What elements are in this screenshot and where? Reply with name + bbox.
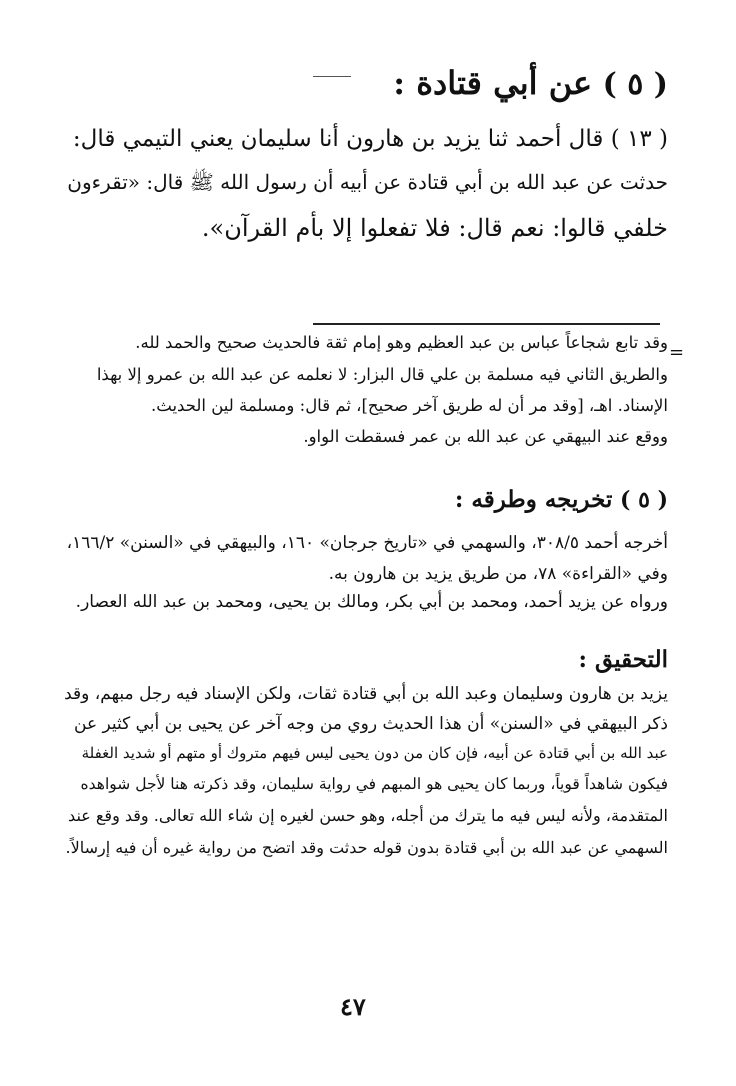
hadith-line: خلفي قالوا: نعم قال: فلا تفعلوا إلا بأم القرآن». — [201, 214, 668, 242]
hadith-line: حدثت عن عبد الله بن أبي قتادة عن أبيه أن رسول الله ﷺ قال: «تقرءون — [67, 170, 668, 194]
takhrij-heading — [455, 486, 668, 513]
page-number: ٤٧ — [340, 992, 366, 1021]
tahqiq-line: فيكون شاهداً قوياً، وربما كان يحيى هو المبهم في رواية سليمان، وقد ذكرته هنا لأجل شواهده — [80, 775, 668, 793]
takhrij-line: أخرجه أحمد ٣٠٨/٥، والسهمي في «تاريخ جرجان» ١٦٠، والبيهقي في «السنن» ١٦٦/٢، — [66, 533, 668, 553]
footnote-line: الإسناد. اهـ، [وقد مر أن له طريق آخر صحيح]، ثم قال: ومسلمة لين الحديث. — [151, 396, 668, 415]
section-title: عن أبي قتادة : — [393, 64, 593, 102]
top-mark — [313, 76, 351, 77]
footnote-line: والطريق الثاني فيه مسلمة بن علي قال البزار: لا نعلمه عن عبد الله بن عمرو إلا بهذا — [96, 365, 668, 384]
takhrij-title: تخريجه وطرقه : — [454, 486, 613, 513]
footnote-line: وقد تابع شجاعاً عباس بن عبد العظيم وهو إمام ثقة فالحديث صحيح والحمد لله. — [135, 333, 668, 352]
tahqiq-line: السهمي عن عبد الله بن أبي قتادة بدون قوله حدثت وقد اتضح من رواية غيره أن فيه إرسالاً. — [65, 838, 668, 857]
takhrij-number: ( ٥ ) — [620, 487, 668, 513]
section-heading — [393, 64, 668, 102]
hadith-line: ( ١٣ ) قال أحمد ثنا يزيد بن هارون أنا سليمان يعني التيمي قال: — [72, 126, 668, 152]
tahqiq-line: يزيد بن هارون وسليمان وعبد الله بن أبي قتادة ثقات، ولكن الإسناد فيه رجل مبهم، وقد — [64, 684, 668, 704]
footnote-continuation-marker: = — [669, 342, 685, 363]
tahqiq-line: عبد الله بن أبي قتادة عن أبيه، فإن كان من دون يحيى ليس فيهم متروك أو متهم أو شديد الغفلة — [81, 744, 668, 762]
tahqiq-heading: التحقيق : — [578, 646, 668, 673]
footnote-divider — [313, 323, 660, 325]
tahqiq-line: المتقدمة، ولأنه ليس فيه ما يترك من أجله، وهو حسن لغيره إن شاء الله تعالى. وقد وقع عند — [68, 806, 668, 825]
section-number: ( ٥ ) — [602, 67, 668, 102]
tahqiq-line: ذكر البيهقي في «السنن» أن هذا الحديث روي من وجه آخر عن يحيى بن أبي كثير عن — [74, 714, 668, 734]
takhrij-line: ورواه عن يزيد أحمد، ومحمد بن أبي بكر، ومالك بن يحيى، ومحمد بن عبد الله العصار. — [75, 592, 668, 612]
footnote-line: ووقع عند البيهقي عن عبد الله بن عمر فسقطت الواو. — [303, 427, 668, 446]
takhrij-line: وفي «القراءة» ٧٨، من طريق يزيد بن هارون به. — [328, 564, 668, 584]
